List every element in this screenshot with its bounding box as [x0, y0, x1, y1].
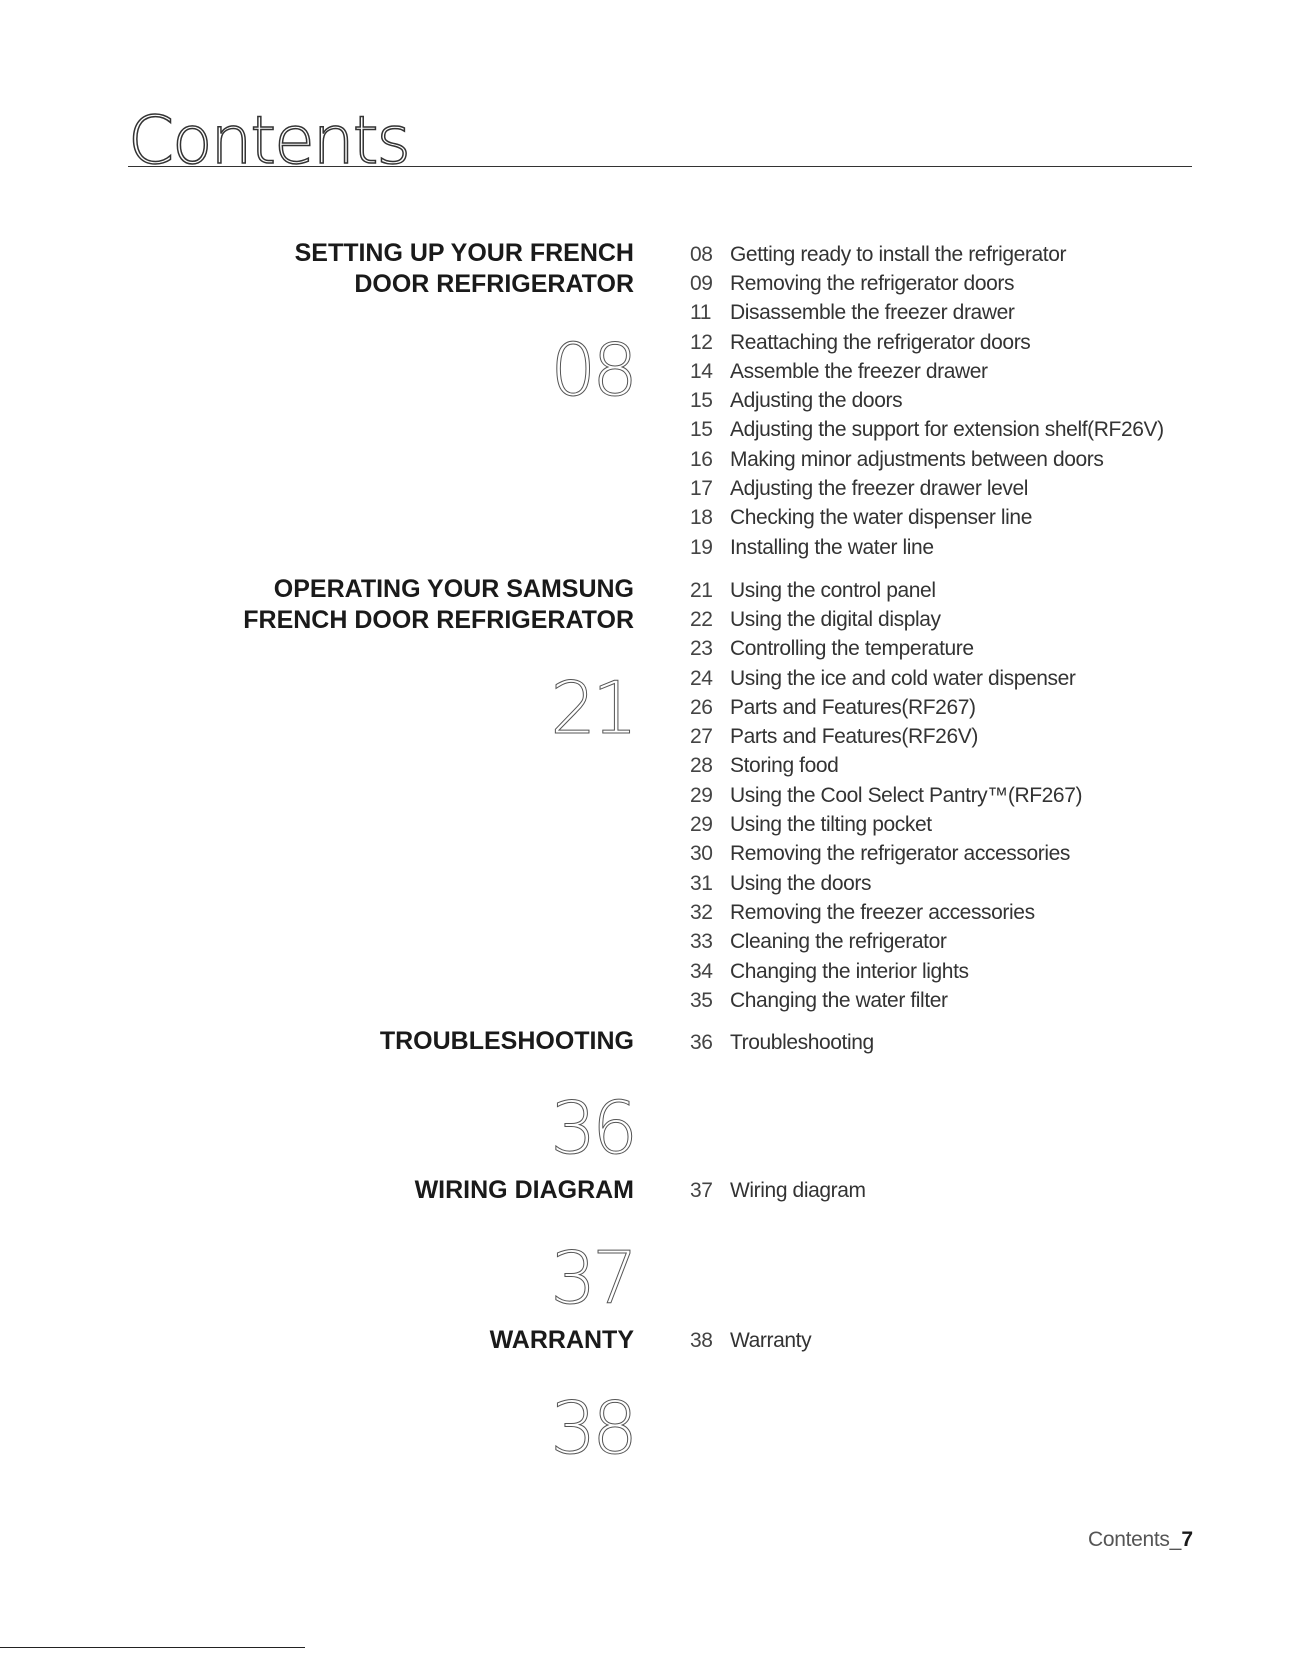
toc-entry[interactable]	[690, 693, 1082, 722]
entry-page: 08	[690, 242, 713, 266]
toc-entry[interactable]	[690, 928, 1082, 957]
entry-title: Adjusting the doors	[730, 389, 903, 413]
toc-entry[interactable]	[690, 664, 1082, 693]
entry-page: 36	[690, 1030, 713, 1054]
toc-entry[interactable]	[690, 1028, 874, 1057]
entry-title: Changing the interior lights	[730, 959, 969, 983]
entry-list-setting-up	[690, 240, 1164, 562]
entry-title: Storing food	[730, 754, 839, 778]
entry-list-warranty	[690, 1326, 811, 1355]
section-number-troubleshooting: 36	[550, 1086, 634, 1170]
entry-page: 09	[690, 271, 713, 295]
section-number-wiring: 37	[550, 1236, 634, 1320]
footer-page-number: 7	[1181, 1528, 1193, 1551]
toc-entry[interactable]	[690, 1176, 866, 1205]
toc-entry[interactable]	[690, 474, 1164, 503]
entry-title: Parts and Features(RF26V)	[730, 725, 978, 749]
entry-page: 22	[690, 607, 713, 631]
section-heading-line: WIRING DIAGRAM	[414, 1176, 634, 1204]
entry-title: Removing the refrigerator doors	[730, 271, 1015, 295]
toc-entry[interactable]	[690, 416, 1164, 445]
entry-page: 27	[690, 725, 713, 749]
footer-label: Contents	[1087, 1528, 1170, 1551]
entry-page: 11	[690, 301, 711, 325]
entry-title: Troubleshooting	[730, 1030, 874, 1054]
entry-title: Reattaching the refrigerator doors	[730, 330, 1031, 354]
section-heading-line: OPERATING YOUR SAMSUNG	[273, 575, 634, 603]
toc-entry[interactable]	[690, 898, 1082, 927]
toc-entry[interactable]	[690, 1326, 811, 1355]
footer-separator: _	[1169, 1528, 1182, 1551]
entry-page: 18	[690, 506, 713, 530]
entry-title: Using the ice and cold water dispenser	[730, 666, 1076, 690]
page-footer	[1088, 1528, 1193, 1552]
toc-entry[interactable]	[690, 986, 1082, 1015]
section-heading-line: FRENCH DOOR REFRIGERATOR	[243, 606, 634, 634]
section-number-warranty: 38	[550, 1386, 634, 1470]
toc-entry[interactable]	[690, 722, 1082, 751]
entry-page: 32	[690, 900, 713, 924]
section-heading-troubleshooting	[380, 1026, 634, 1057]
entry-title: Assemble the freezer drawer	[730, 359, 988, 383]
toc-entry[interactable]	[690, 328, 1164, 357]
toc-entry[interactable]	[690, 269, 1164, 298]
entry-title: Changing the water filter	[730, 988, 948, 1012]
toc-entry[interactable]	[690, 605, 1082, 634]
entry-title: Making minor adjustments between doors	[730, 447, 1104, 471]
toc-entry[interactable]	[690, 299, 1164, 328]
toc-entry[interactable]	[690, 635, 1082, 664]
entry-page: 34	[690, 959, 713, 983]
title-divider	[128, 166, 1192, 167]
entry-page: 16	[690, 447, 713, 471]
entry-title: Cleaning the refrigerator	[730, 930, 947, 954]
page-title: Contents	[128, 102, 409, 179]
entry-page: 37	[690, 1178, 713, 1202]
section-number-setting-up: 08	[550, 328, 634, 412]
entry-page: 17	[690, 477, 713, 501]
entry-page: 21	[690, 578, 713, 602]
toc-entry[interactable]	[690, 240, 1164, 269]
entry-page: 29	[690, 813, 713, 837]
toc-entry[interactable]	[690, 386, 1164, 415]
toc-entry[interactable]	[690, 957, 1082, 986]
entry-title: Adjusting the freezer drawer level	[730, 477, 1029, 501]
entry-title: Warranty	[730, 1328, 812, 1352]
entry-title: Using the digital display	[730, 607, 941, 631]
toc-entry[interactable]	[690, 504, 1164, 533]
entry-page: 12	[690, 330, 713, 354]
entry-page: 15	[690, 418, 713, 442]
entry-page: 24	[690, 666, 713, 690]
toc-entry[interactable]	[690, 445, 1164, 474]
section-number-operating: 21	[550, 666, 634, 750]
entry-page: 26	[690, 695, 713, 719]
entry-title: Using the tilting pocket	[730, 813, 932, 837]
entry-page: 28	[690, 754, 713, 778]
entry-title: Installing the water line	[730, 535, 934, 559]
toc-entry[interactable]	[690, 781, 1082, 810]
toc-entry[interactable]	[690, 840, 1082, 869]
entry-title: Wiring diagram	[730, 1178, 866, 1202]
toc-entry[interactable]	[690, 576, 1082, 605]
section-heading-line: TROUBLESHOOTING	[379, 1027, 634, 1055]
entry-page: 33	[690, 930, 713, 954]
entry-title: Adjusting the support for extension shelf(RF26V)	[730, 418, 1164, 442]
entry-page: 35	[690, 988, 713, 1012]
entry-page: 15	[690, 389, 713, 413]
toc-entry[interactable]	[690, 357, 1164, 386]
entry-title: Controlling the temperature	[730, 637, 974, 661]
entry-page: 30	[690, 842, 713, 866]
entry-title: Checking the water dispenser line	[730, 506, 1032, 530]
entry-title: Removing the freezer accessories	[730, 900, 1035, 924]
entry-title: Using the control panel	[730, 578, 936, 602]
entry-title: Using the doors	[730, 871, 872, 895]
entry-page: 23	[690, 637, 713, 661]
entry-title: Using the Cool Select Pantry™(RF267)	[730, 783, 1083, 807]
section-heading-operating	[243, 574, 634, 636]
entry-page: 14	[690, 359, 713, 383]
section-heading-line: SETTING UP YOUR FRENCH	[294, 239, 634, 267]
entry-page: 38	[690, 1328, 713, 1352]
entry-list-troubleshooting	[690, 1028, 874, 1057]
bottom-divider	[0, 1647, 305, 1648]
entry-list-operating	[690, 576, 1082, 1015]
section-heading-setting-up	[295, 238, 634, 300]
toc-entry[interactable]	[690, 869, 1082, 898]
toc-entry[interactable]	[690, 533, 1164, 562]
toc-entry[interactable]	[690, 810, 1082, 839]
entry-title: Removing the refrigerator accessories	[730, 842, 1071, 866]
entry-page: 29	[690, 783, 713, 807]
entry-page: 19	[690, 535, 713, 559]
entry-title: Disassemble the freezer drawer	[730, 301, 1015, 325]
section-heading-line: WARRANTY	[489, 1326, 634, 1354]
entry-list-wiring	[690, 1176, 866, 1205]
section-heading-line: DOOR REFRIGERATOR	[354, 270, 634, 298]
entry-page: 31	[690, 871, 713, 895]
entry-title: Getting ready to install the refrigerator	[730, 242, 1067, 266]
entry-title: Parts and Features(RF267)	[730, 695, 976, 719]
section-heading-warranty	[490, 1325, 634, 1356]
toc-entry[interactable]	[690, 752, 1082, 781]
section-heading-wiring	[415, 1175, 634, 1206]
